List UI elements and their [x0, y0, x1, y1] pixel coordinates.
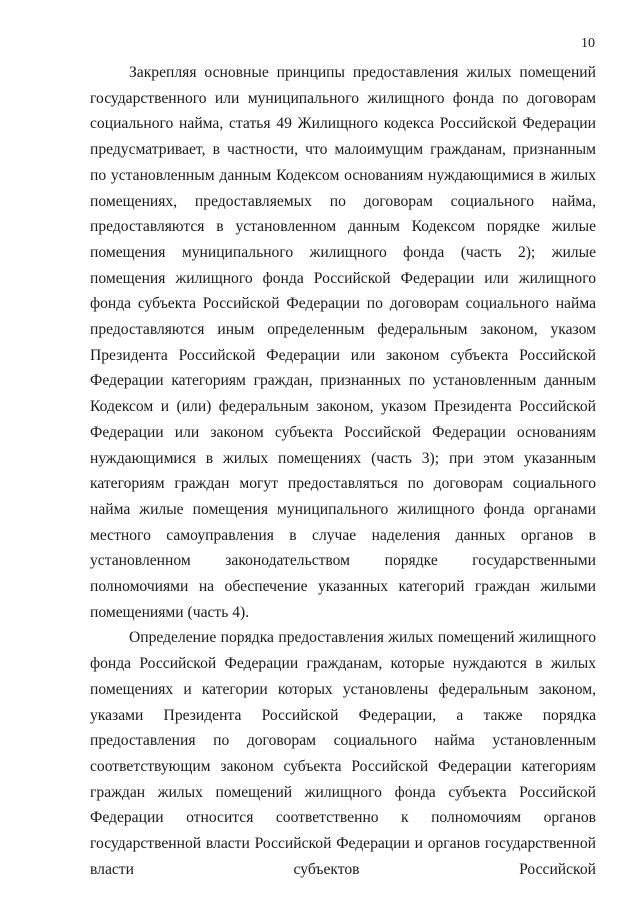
body-text [90, 60, 596, 883]
paragraph-2: Определение порядка предоставления жилых помещений жилищного фонда Российской Федерации гражданам, которые нуждаются в жилых помещениях и категории которых установлены федеральным законом, указами Президента Российской Федерации, а также порядка предоставления по договорам социального найма установленным соответствующим законом субъекта Российской Федерации категориям граждан жилых помещений жилищного фонда субъекта Российской Федерации относится соответственно к полномочиям органов государственной власти Российской Федерации и органов государственной власти субъектов Российской [90, 629, 596, 878]
page-number: 10 [581, 36, 595, 51]
paragraph-1: Закрепляя основные принципы предоставления жилых помещений государственного или муниципального жилищного фонда по договорам социального найма, статья 49 Жилищного кодекса Российской Федерации предусматривает, в частности, что малоимущим гражданам, признанным по установленным данным Кодексом основаниям нуждающимися в жилых помещениях, предоставляемых по договорам социального найма, предоставляются в установленном данным Кодексом порядке жилые помещения муниципального жилищного фонда (часть 2); жилые помещения жилищного фонда Российской Федерации или жилищного фонда субъекта Российской Федерации по договорам социального найма предоставляются иным определенным федеральным законом, указом Президента Российской Федерации или законом субъекта Российской Федерации категориям граждан, признанных по установленным данным Кодексом и (или) федеральным законом, указом Президента Российской Федерации или законом субъекта Российской Федерации основаниям нуждающимися в жилых помещениях (часть 3); при этом указанным категориям граждан могут предоставляться по договорам социального найма жилые помещения муниципального жилищного фонда органами местного самоуправления в случае наделения данных органов в установленном законодательством порядке государственными полномочиями на обеспечение указанных категорий граждан жилыми помещениями (часть 4). [90, 64, 596, 621]
